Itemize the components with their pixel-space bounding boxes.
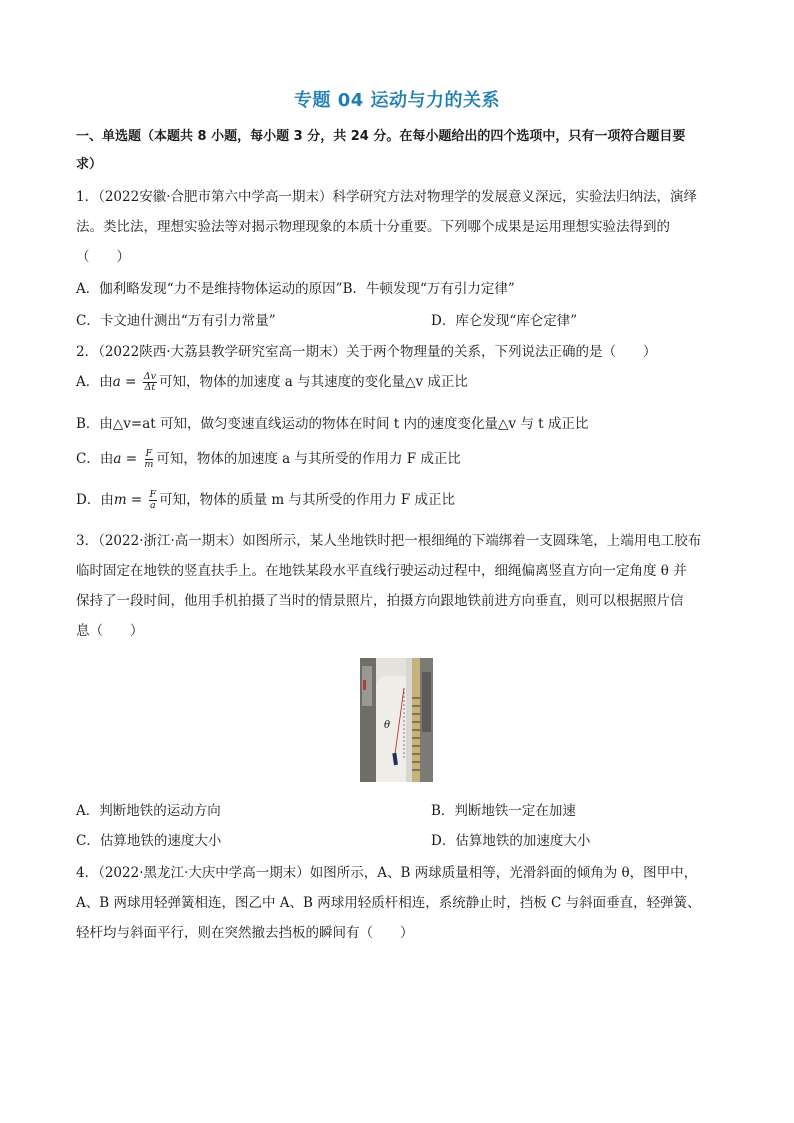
q2-option-c: C．由a = $\frac{F}{m}$ 可知，物体的加速度 a 与其所受的作用力 F 成正比 [76, 448, 461, 470]
q2-a-fraction [143, 372, 157, 393]
q2-a-prefix: A．由 [76, 374, 113, 390]
q3-stem-line-2: 临时固定在地铁的竖直扶手上。在地铁某段水平直线行驶运动过程中，细绳偏离竖直方向一定角度 θ 并 [76, 563, 687, 579]
q3-stem-line-1: 3．（2022·浙江·高一期末）如图所示，某人坐地铁时把一根细绳的下端绑着一支圆珠笔，上端用电工胶布 [76, 533, 702, 549]
q3-option-c: C．估算地铁的速度大小 [76, 833, 222, 849]
theta-label: θ [384, 720, 391, 731]
q3-stem-line-4: 息（ ） [76, 623, 144, 639]
q2-a-text: 可知，物体的加速度 a 与其速度的变化量△v 成正比 [158, 374, 468, 390]
section-heading-line-2: 求） [76, 157, 103, 172]
q1-option-c: C．卡文迪什测出“万有引力常量” [76, 313, 276, 329]
q2-a-denominator: Δt [144, 382, 156, 393]
q3-stem-line-3: 保持了一段时间，他用手机拍摄了当时的情景照片，拍摄方向跟地铁前进方向垂直，则可以根据照片信 [76, 593, 684, 609]
q1-stem-line-3: （ ） [76, 249, 130, 265]
q1-option-row-2 [76, 312, 726, 330]
q2-a-lhs: a [112, 374, 121, 390]
q2-stem: 2．（2022陕西·大荔县教学研究室高一期末）关于两个物理量的关系，下列说法正确的是（ ） [76, 344, 657, 360]
q4-stem-line-3: 轻杆均与斜面平行，则在突然撤去挡板的瞬间有（ ） [76, 925, 414, 941]
q3-option-row-2 [76, 832, 726, 850]
q3-option-a: A．判断地铁的运动方向 [76, 803, 221, 819]
q4-stem-line-1: 4．（2022·黑龙江·大庆中学高一期末）如图所示，A、B 两球质量相等，光滑斜面的倾角为 θ，图甲中， [76, 865, 698, 881]
q2-c-lhs: a [113, 451, 122, 467]
q1-option-d: D．库仑发现“库仑定律” [431, 313, 578, 329]
section-heading-line-1: 一、单选题（本题共 8 小题，每小题 3 分，共 24 分。在每小题给出的四个选项中，只有一项符合题目要 [76, 129, 686, 144]
q2-d-fraction [149, 490, 158, 511]
q1-stem-line-2: 法。类比法，理想实验法等对揭示物理现象的本质十分重要。下列哪个成果是运用理想实验法得到的 [76, 219, 670, 235]
q1-option-b: B．牛顿发现“万有引力定律” [342, 281, 515, 297]
q4-stem-line-2: A、B 两球用轻弹簧相连，图乙中 A、B 两球用轻质杆相连，系统静止时，挡板 C 与斜面垂直，轻弹簧、 [76, 895, 701, 911]
q1-option-a: A．伽利略发现“力不是维持物体运动的原因” [76, 281, 343, 297]
q2-option-d: D．由m = $\frac{F}{a}$ 可知，物体的质量 m 与其所受的作用力 F 成正比 [76, 489, 455, 511]
q3-option-b: B．判断地铁一定在加速 [431, 803, 576, 819]
q2-d-lhs: m [113, 492, 127, 508]
q3-option-row-1 [76, 802, 726, 820]
q3-option-d: D．估算地铁的加速度大小 [431, 833, 591, 849]
q2-c-text: 可知，物体的加速度 a 与其所受的作用力 F 成正比 [156, 451, 461, 467]
q2-d-text: 可知，物体的质量 m 与其所受的作用力 F 成正比 [159, 492, 455, 508]
q2-c-prefix: C．由 [76, 451, 114, 467]
q2-d-prefix: D．由 [76, 492, 114, 508]
q1-option-row-1 [76, 280, 726, 298]
q2-c-fraction [143, 449, 154, 470]
subway-pen-photo [360, 658, 433, 782]
q2-d-denominator: a [150, 500, 156, 511]
q2-a-numerator: Δv [143, 371, 156, 382]
q1-stem-line-1: 1．（2022安徽·合肥市第六中学高一期末）科学研究方法对物理学的发展意义深远，实验法归纳法，演绎 [76, 189, 697, 205]
q2-c-denominator: m [144, 459, 154, 470]
q2-option-a: A．由a = $\frac{\Delta v}{\Delta t}$ 可知，物体的加速度 a 与其速度的变化量△v 成正比 [76, 371, 468, 393]
q2-c-numerator: F [145, 448, 153, 459]
page-title: 专题 04 运动与力的关系 [293, 90, 501, 111]
q2-d-numerator: F [149, 489, 157, 500]
q2-option-b: B．由△v=at 可知，做匀变速直线运动的物体在时间 t 内的速度变化量△v 与 t 成正比 [76, 416, 589, 432]
